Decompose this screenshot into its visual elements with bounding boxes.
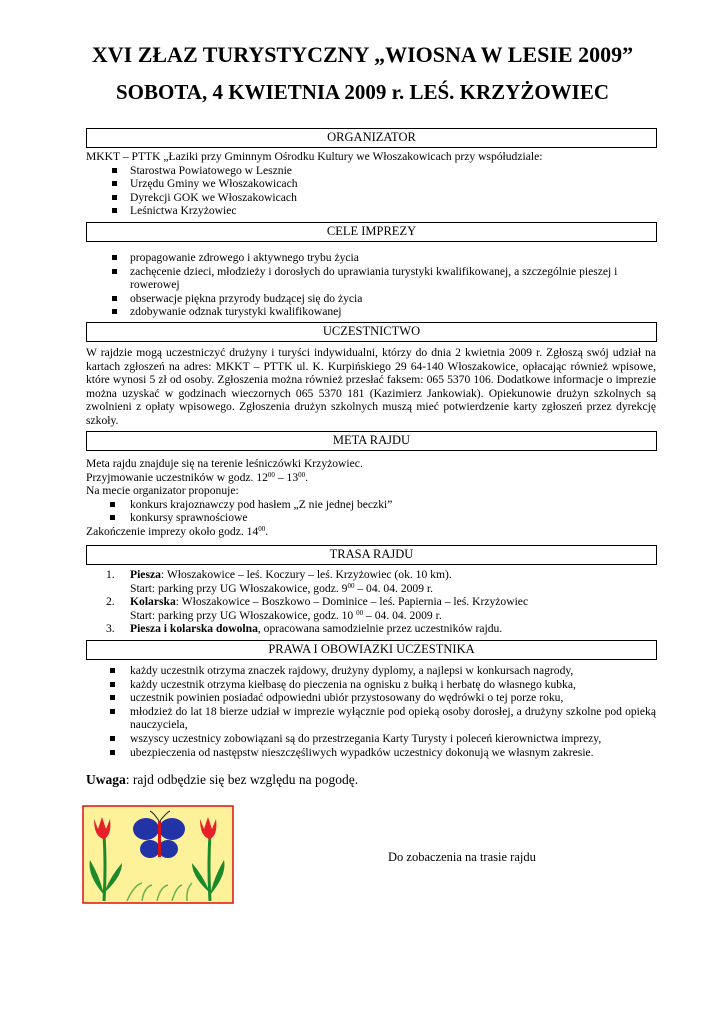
tulips-butterfly-picture: [82, 805, 234, 904]
section-heading-uczestnictwo: UCZESTNICTWO: [86, 322, 657, 342]
list-item: młodzież do lat 18 bierze udział w imprezie wyłącznie pod opieką osoby dorosłej, a drużyny szkolne pod opieką nauczyciela,: [86, 705, 656, 732]
document-title: XVI ZŁAZ TURYSTYCZNY „WIOSNA W LESIE 2009”: [91, 42, 634, 67]
meta-line: Na mecie organizator proponuje:: [86, 484, 239, 498]
note-text: : rajd odbędzie się bez względu na pogodę.: [125, 772, 359, 787]
meta-end: Zakończenie imprezy około godz. $14^{00}$.: [86, 524, 269, 538]
list-item: obserwacje piękna przyrody budzącej się do życia: [86, 292, 656, 306]
note-label: Uwaga: [86, 772, 126, 787]
note: [86, 772, 358, 788]
list-item: Urzędu Gminy we Włoszakowicach: [86, 177, 656, 191]
route-item: 2. Kolarska: Włoszakowice – Boszkowo – Dominice – leś. Papiernia – leś. Krzyżowiec Start: parking przy UG Włoszakowice, godz. 10 $^{00}$ – 04. 04. 2009 r.: [106, 595, 529, 622]
list-item: Leśnictwa Krzyżowiec: [86, 204, 656, 218]
list-item: ubezpieczenia od następstw nieszczęśliwych wypadków uczestnicy dokonują we własnym zakresie.: [86, 746, 656, 760]
list-item: uczestnik powinien posiadać odpowiedni ubiór przystosowany do wędrówki o tej porze roku,: [86, 691, 656, 705]
list-item: każdy uczestnik otrzyma kiełbasę do pieczenia na ognisku z bułką i herbatę do własnego kubka,: [86, 678, 656, 692]
meta-hours: Przyjmowanie uczestników w godz. $12^{00} - 13^{00}$.: [86, 470, 309, 484]
section-heading-prawa: PRAWA I OBOWIAZKI UCZESTNIKA: [86, 640, 657, 660]
document-subtitle: SOBOTA, 4 KWIETNIA 2009 r. LEŚ. KRZYŻOWIEC: [115, 80, 610, 104]
cele-section: [86, 251, 656, 319]
meta-section: [86, 457, 656, 539]
trasa-section: [86, 568, 656, 636]
organizator-section: [86, 150, 656, 218]
farewell-text: Do zobaczenia na trasie rajdu: [388, 850, 536, 864]
list-item: konkurs krajoznawczy pod hasłem „Z nie jednej beczki”: [86, 498, 656, 512]
list-item: każdy uczestnik otrzyma znaczek rajdowy, drużyny dyplomy, a najlepsi w konkursach nagrody,: [86, 664, 656, 678]
section-heading-meta: META RAJDU: [86, 431, 657, 451]
uczestnictwo-text: W rajdzie mogą uczestniczyć drużyny i turyści indywidualni, którzy do dnia 2 kwietnia 2009 r. Zgłoszą swój udział na kartach zgłoszeń na adres: MKKT – PTTK ul. K. Kurpińskiego 29 64-140 Włoszakowice, opłacając również wpisowe, które wynosi 5 zł od osoby. Zgłoszenia można również przesłać faksem: 065 5370 106. Dodatkowe informacje o imprezie można uzyskać w godzinach wieczornych 065 5370 181 (Kazimierz Jankowiak). Opiekunowie drużyn szkolnych są zwolnieni z opłaty wpisowego. Zgłoszenia drużyn szkolnych muszą mieć potwierdzenie karty zgłoszeń przez dyrekcję szkoły.: [86, 346, 656, 427]
list-item: zachęcenie dzieci, młodzieży i dorosłych do uprawiania turystyki kwalifikowanej, a szczególnie pieszej i rowerowej: [86, 265, 656, 292]
prawa-section: [86, 664, 656, 759]
section-heading-trasa: TRASA RAJDU: [86, 545, 657, 565]
list-item: wszyscy uczestnicy zobowiązani są do przestrzegania Karty Turysty i poleceń kierownictwa imprezy,: [86, 732, 656, 746]
list-item: konkursy sprawnościowe: [86, 511, 656, 525]
list-item: propagowanie zdrowego i aktywnego trybu życia: [86, 251, 656, 265]
list-item: zdobywanie odznak turystyki kwalifikowanej: [86, 305, 656, 319]
list-item: Dyrekcji GOK we Włoszakowicach: [86, 191, 656, 205]
meta-line: Meta rajdu znajduje się na terenie leśniczówki Krzyżowiec.: [86, 457, 363, 470]
organizator-intro: MKKT – PTTK „Łaziki przy Gminnym Ośrodku Kultury we Włoszakowicach przy współudziale:: [86, 150, 543, 163]
list-item: Starostwa Powiatowego w Lesznie: [86, 164, 656, 178]
section-heading-cele: CELE IMPREZY: [86, 222, 657, 242]
route-item: 1. Piesza: Włoszakowice – leś. Koczury – leś. Krzyżowiec (ok. 10 km). Start: parking przy UG Włoszakowice, godz. $9^{00} - 04$. 04. 2009 r.: [106, 568, 452, 595]
section-heading-organizator: ORGANIZATOR: [86, 128, 657, 148]
route-item: 3. Piesza i kolarska dowolna, opracowana samodzielnie przez uczestników rajdu.: [106, 622, 503, 636]
